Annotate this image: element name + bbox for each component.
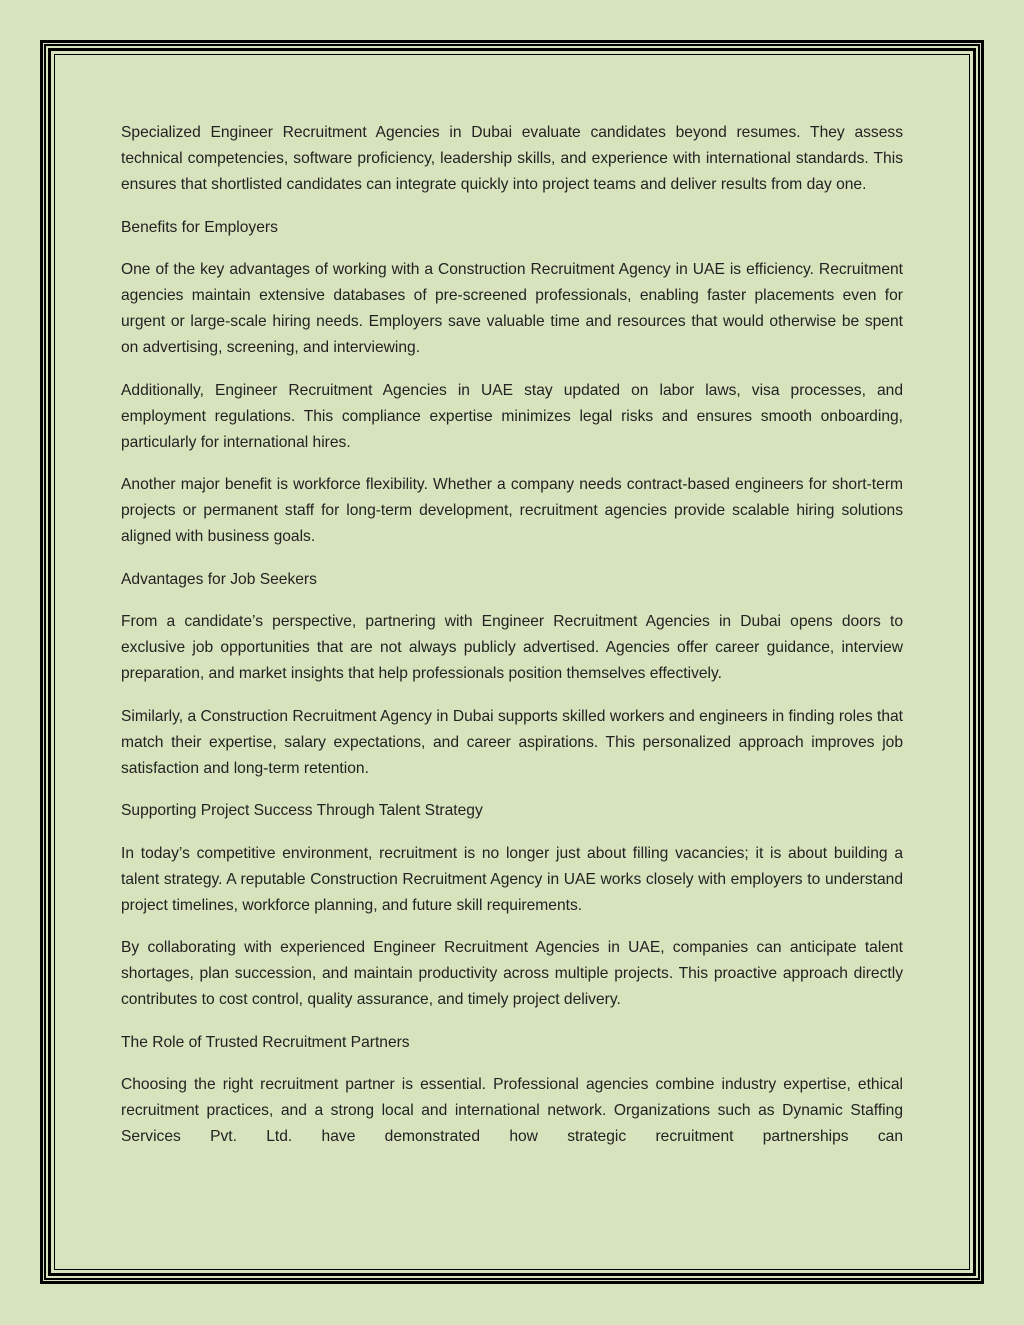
- section-heading-talent-strategy: Supporting Project Success Through Talent Strategy: [121, 802, 483, 819]
- section-heading-job-seekers: Advantages for Job Seekers: [121, 570, 317, 588]
- paragraph-skilled-workers: Similarly, a Construction Recruitment Agency in Dubai supports skilled workers and engineers in finding roles that match their expertise, salary expectations, and career aspirations. This personalized approach improves job satisfaction and long-term retention.: [121, 707, 903, 777]
- paragraph-flexibility: Another major benefit is workforce flexibility. Whether a company needs contract-based engineers for short-term projects or permanent staff for long-term development, recruitment agencies provide scalable hiring solutions aligned with business goals.: [121, 476, 903, 545]
- paragraph-choosing-partner: Choosing the right recruitment partner is essential. Professional agencies combine industry expertise, ethical recruitment practices, and a strong local and international network. Organizations such as Dynamic Staffing Services Pvt. Ltd. have demonstrated how strategic recruitment partnerships can: [121, 1076, 903, 1145]
- paragraph-efficiency: One of the key advantages of working with a Construction Recruitment Agency in UAE is efficiency. Recruitment agencies maintain extensive databases of pre-screened professionals, enabling faster placements even for urgent or large-scale hiring needs. Employers save valuable time and resources that would otherwise be spent on advertising, screening, and interviewing.: [121, 261, 903, 356]
- paragraph-collaboration: By collaborating with experienced Engineer Recruitment Agencies in UAE, companies can anticipate talent shortages, plan succession, and maintain productivity across multiple projects. This proactive approach directly contributes to cost control, quality assurance, and timely project delivery.: [121, 939, 903, 1008]
- paragraph-intro: Specialized Engineer Recruitment Agencies in Dubai evaluate candidates beyond resumes. They assess technical competencies, software proficiency, leadership skills, and experience with international standards. This ensures that shortlisted candidates can integrate quickly into project teams and deliver results from day one.: [121, 124, 903, 193]
- paragraph-candidate-perspective: From a candidate’s perspective, partnering with Engineer Recruitment Agencies in Dubai opens doors to exclusive job opportunities that are not always publicly advertised. Agencies offer career guidance, interview preparation, and market insights that help professionals position themselves effectively.: [121, 613, 903, 682]
- document-body: [121, 120, 903, 1167]
- section-heading-benefits-employers: Benefits for Employers: [121, 218, 278, 236]
- paragraph-compliance: Additionally, Engineer Recruitment Agencies in UAE stay updated on labor laws, visa processes, and employment regulations. This compliance expertise minimizes legal risks and ensures smooth onboarding, particularly for international hires.: [121, 381, 903, 451]
- section-heading-trusted-partners: The Role of Trusted Recruitment Partners: [121, 1033, 410, 1051]
- paragraph-competitive-environment: In today’s competitive environment, recruitment is no longer just about filling vacancies; it is about building a talent strategy. A reputable Construction Recruitment Agency in UAE works closely with employers to understand project timelines, workforce planning, and future skill requirements.: [121, 844, 903, 914]
